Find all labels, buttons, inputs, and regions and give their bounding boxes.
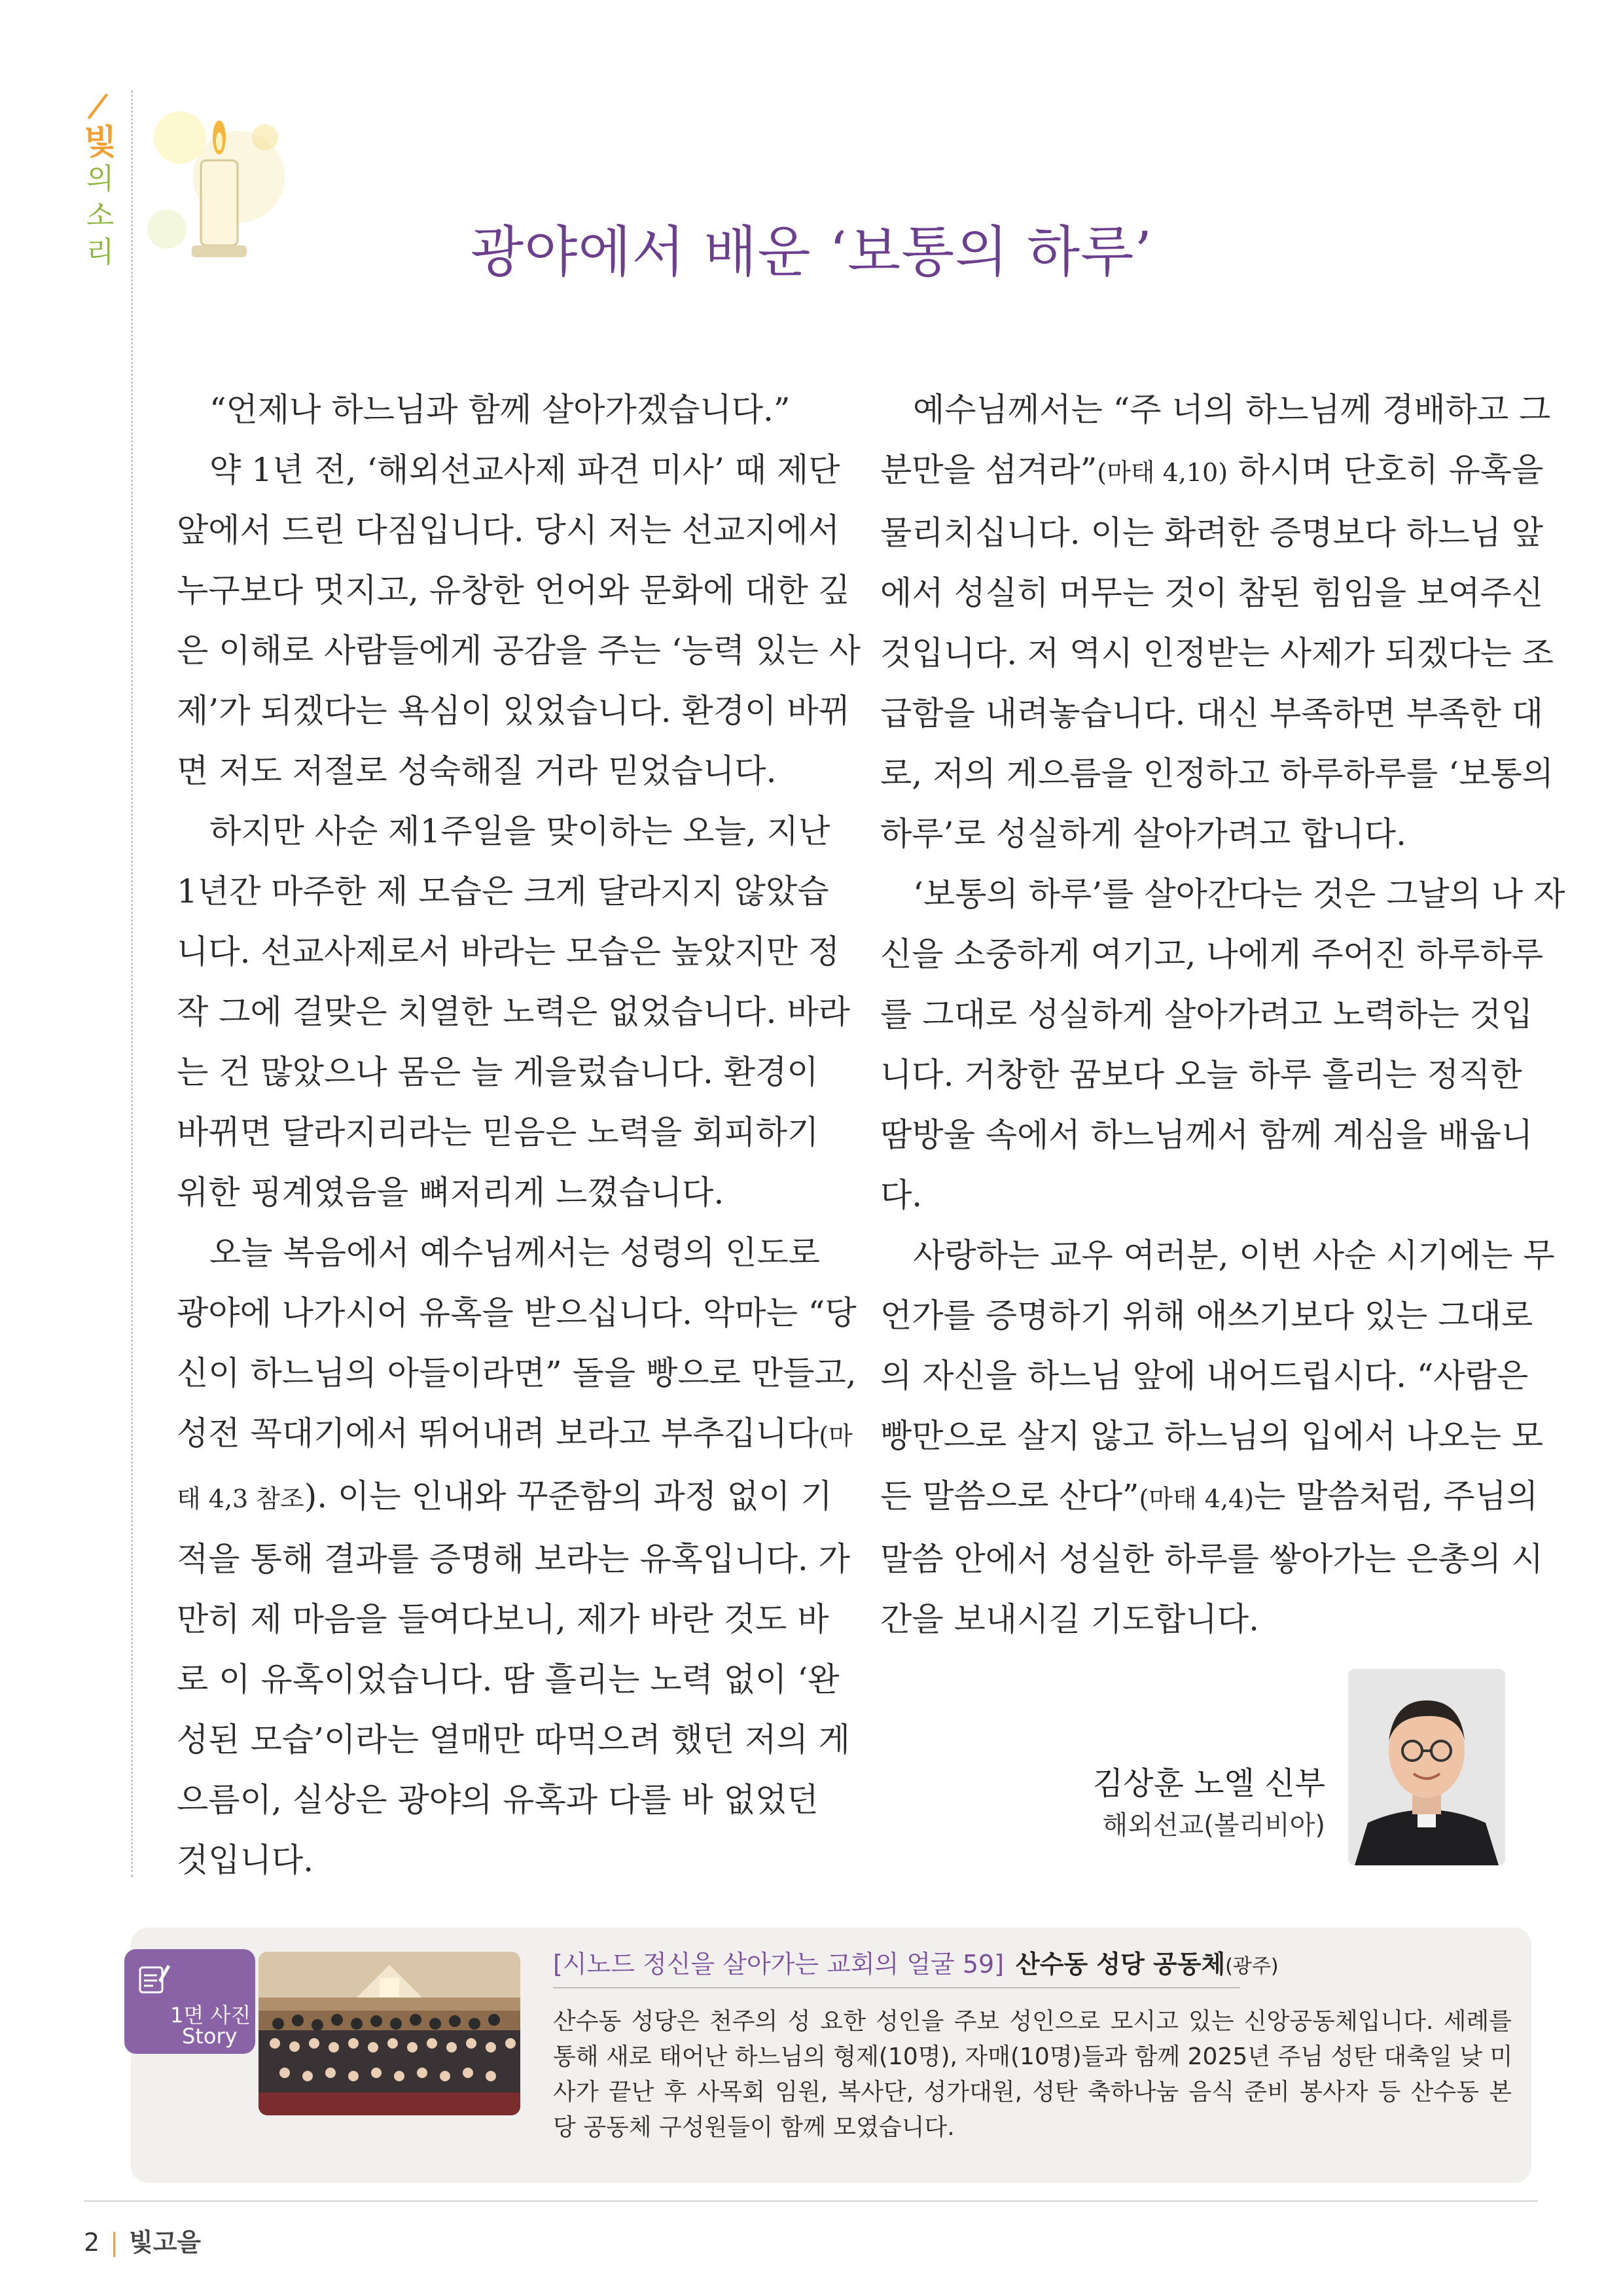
author-portrait xyxy=(1348,1669,1505,1865)
line-text: 빵만으로 살지 않고 하느님의 입에서 나오는 모 xyxy=(880,1417,1544,1455)
author-name: 김상훈 노엘 신부 xyxy=(1092,1765,1325,1802)
line-text: “언제나 하느님과 함께 살아가겠습니다.” xyxy=(209,391,791,429)
line-text: 니다. 거창한 꿈보다 오늘 하루 흘리는 정직한 xyxy=(880,1056,1522,1094)
line-text: 제’가 되겠다는 욕심이 있었습니다. 환경이 바뀌 xyxy=(177,692,850,730)
story-divider xyxy=(553,1987,1240,1988)
section-divider xyxy=(131,90,133,1877)
line-text: 는 건 많았으나 몸은 늘 게을렀습니다. 환경이 xyxy=(177,1053,819,1091)
story-body xyxy=(553,2004,1512,2145)
article-line xyxy=(177,1466,832,1529)
article-line xyxy=(880,1285,1533,1346)
publication-logo: 빛고을 xyxy=(129,2228,202,2257)
author-role: 해외선교(볼리비아) xyxy=(1102,1810,1325,1840)
notepad-icon xyxy=(136,1961,171,1996)
article-line xyxy=(177,801,830,861)
article-line xyxy=(880,924,1544,984)
article-line xyxy=(880,804,1512,864)
article-line xyxy=(177,1102,819,1162)
line-text: 적을 통해 결과를 증명해 보라는 유혹입니다. 가 xyxy=(177,1540,850,1578)
line-text: 언가를 증명하기 위해 애쓰기보다 있는 그대로 xyxy=(880,1297,1533,1335)
line-text: 땀방울 속에서 하느님께서 함께 계심을 배웁니 xyxy=(880,1116,1533,1154)
line-text: 것입니다. 저 역시 인정받는 사제가 되겠다는 조 xyxy=(880,634,1554,672)
footer-separator: | xyxy=(110,2228,118,2257)
article-line xyxy=(880,1045,1522,1105)
story-region: (광주) xyxy=(1225,1955,1279,1978)
article-line xyxy=(177,741,808,801)
church-group-photo xyxy=(259,1952,520,2115)
article-line xyxy=(880,380,1551,440)
line-text: 다. xyxy=(880,1176,923,1214)
article-line xyxy=(177,1529,850,1589)
line-text: 간을 보내시길 기도합니다. xyxy=(880,1600,1259,1638)
article-left-column xyxy=(177,380,861,1890)
article-line xyxy=(177,982,850,1042)
article-line xyxy=(880,1589,1512,1649)
page-number: 2 xyxy=(84,2228,100,2257)
line-text: 예수님께서는 “주 너의 하느님께 경배하고 그 xyxy=(913,391,1551,429)
page-title: 광야에서 배운 ‘보통의 하루’ xyxy=(470,220,1153,284)
article-line xyxy=(177,1589,829,1649)
footer-divider xyxy=(84,2200,1538,2202)
article-line xyxy=(880,864,1565,924)
line-text: 것입니다. xyxy=(177,1841,314,1879)
line-text: 성된 모습’이라는 열매만 따먹으려 했던 저의 게 xyxy=(177,1721,850,1759)
line-text: 에서 성실히 머무는 것이 참된 힘임을 보여주신 xyxy=(880,574,1544,612)
line-text: 의 자신을 하느님 앞에 내어드립시다. “사람은 xyxy=(880,1357,1529,1395)
line-text: ‘보통의 하루’를 살아간다는 것은 그날의 나 자 xyxy=(913,875,1565,913)
section-char: 리 xyxy=(86,236,115,269)
line-text: 누구보다 멋지고, 유창한 언어와 문화에 대한 깊 xyxy=(177,571,850,609)
article-line xyxy=(177,1042,819,1102)
line-text: 로, 저의 게으름을 인정하고 하루하루를 ‘보통의 xyxy=(880,755,1554,793)
article-line xyxy=(880,1165,1512,1225)
line-text: 성전 꼭대기에서 뛰어내려 보라고 부추깁니다 xyxy=(177,1414,819,1452)
page-footer xyxy=(84,2222,201,2258)
line-text: 신이 하느님의 아들이라면” 돌을 빵으로 만들고, xyxy=(177,1354,857,1392)
article-line xyxy=(177,1710,850,1770)
article-line xyxy=(177,1649,840,1710)
photo-story-tag xyxy=(124,1949,255,2054)
section-slash-icon: / xyxy=(85,84,111,127)
article-line xyxy=(177,1403,853,1466)
article-line xyxy=(880,984,1533,1045)
article-line xyxy=(880,563,1544,623)
line-text: 로 이 유혹이었습니다. 땀 흘리는 노력 없이 ‘완 xyxy=(177,1660,840,1698)
citation: 태 4,3 참조 xyxy=(177,1484,304,1513)
article-line xyxy=(880,623,1554,683)
line-text: 은 이해로 사람들에게 공감을 주는 ‘능력 있는 사 xyxy=(177,632,861,670)
story-body-line: 사가 끝난 후 사목회 임원, 복사단, 성가대원, 성탄 축하나눔 음식 준비 봉사자 등 산수동 본 xyxy=(553,2079,1512,2106)
section-char: 의 xyxy=(86,162,115,196)
story-body-line: 산수동 성당은 천주의 성 요한 성인을 주보 성인으로 모시고 있는 신앙공동체입니다. 세례를 xyxy=(553,2008,1512,2035)
line-text: 신을 소중하게 여기고, 나에게 주어진 하루하루 xyxy=(880,935,1544,973)
article-line xyxy=(177,1283,857,1343)
article-line xyxy=(177,1343,857,1403)
article-right-column xyxy=(880,380,1565,1649)
article-line xyxy=(177,1770,819,1830)
article-line xyxy=(880,1225,1555,1285)
line-text: 물리치십니다. 이는 화려한 증명보다 하느님 앞 xyxy=(880,514,1544,552)
line-text: 1년간 마주한 제 모습은 크게 달라지지 않았습 xyxy=(177,872,829,910)
author-block xyxy=(1093,1761,1325,1844)
line-text: ). 이는 인내와 꾸준함의 과정 없이 기 xyxy=(304,1477,832,1515)
section-char: 소 xyxy=(86,199,115,232)
line-text: 만히 제 마음을 들여다보니, 제가 바란 것도 바 xyxy=(177,1600,829,1638)
article-line xyxy=(177,681,850,741)
article-line xyxy=(177,380,808,440)
line-text: 하루’로 성실하게 살아가려고 합니다. xyxy=(880,815,1406,853)
citation: (마태 4,10) xyxy=(1097,458,1228,487)
article-line xyxy=(177,1162,808,1223)
line-text: 작 그에 걸맞은 치열한 노력은 없었습니다. 바라 xyxy=(177,993,850,1031)
line-text: 사랑하는 교우 여러분, 이번 사순 시기에는 무 xyxy=(913,1236,1555,1274)
story-title: 산수동 성당 공동체 xyxy=(1016,1950,1226,1979)
article-line xyxy=(880,440,1544,503)
story-series: [시노드 정신을 살아가는 교회의 얼굴 59] xyxy=(553,1950,1005,1979)
line-text: 든 말씀으로 산다” xyxy=(880,1477,1139,1515)
line-text: 말씀 안에서 성실한 하루를 쌓아가는 은총의 시 xyxy=(880,1540,1544,1578)
story-tag-line1: 1면 사진 xyxy=(170,2003,251,2028)
line-text: 위한 핑계였음을 뼈저리게 느꼈습니다. xyxy=(177,1174,724,1211)
article-line xyxy=(177,500,840,560)
story-tag-line2: Story xyxy=(182,2024,238,2049)
line-text: 약 1년 전, ‘해외선교사제 파견 미사’ 때 제단 xyxy=(209,451,840,489)
article-line xyxy=(177,861,829,922)
line-text: 으름이, 실상은 광야의 유혹과 다를 바 없었던 xyxy=(177,1781,819,1819)
line-text: 급함을 내려놓습니다. 대신 부족하면 부족한 대 xyxy=(880,694,1544,732)
line-text: 는 말씀처럼, 주님의 xyxy=(1254,1477,1539,1515)
article-line xyxy=(177,1223,820,1283)
article-line xyxy=(880,503,1544,563)
story-body-line: 통해 새로 태어난 하느님의 형제(10명), 자매(10명)들과 함께 2025년 주님 성탄 대축일 낮 미 xyxy=(553,2043,1513,2070)
article-line xyxy=(177,922,840,982)
story-heading xyxy=(553,1944,1279,1980)
line-text: 분만을 섬겨라” xyxy=(880,451,1097,489)
article-line xyxy=(177,560,850,620)
citation: (마 xyxy=(819,1422,853,1450)
story-body-line: 당 공동체 구성원들이 함께 모였습니다. xyxy=(553,2114,955,2141)
line-text: 하지만 사순 제1주일을 맞이하는 오늘, 지난 xyxy=(209,812,830,850)
article-line xyxy=(880,1406,1544,1466)
line-text: 광야에 나가시어 유혹을 받으십니다. 악마는 “당 xyxy=(177,1294,857,1332)
article-line xyxy=(880,683,1544,744)
article-line xyxy=(880,744,1554,804)
line-text: 하시며 단호히 유혹을 xyxy=(1228,451,1544,489)
line-text: 오늘 복음에서 예수님께서는 성령의 인도로 xyxy=(209,1234,820,1272)
citation: (마태 4,4) xyxy=(1139,1484,1255,1513)
line-text: 면 저도 저절로 성숙해질 거라 믿었습니다. xyxy=(177,752,777,790)
article-line xyxy=(880,1529,1544,1589)
line-text: 를 그대로 성실하게 살아가려고 노력하는 것입 xyxy=(880,996,1533,1033)
line-text: 니다. 선교사제로서 바라는 모습은 높았지만 정 xyxy=(177,933,840,971)
article-line xyxy=(177,620,861,681)
article-line xyxy=(177,440,840,500)
section-char: 빛 xyxy=(84,123,117,162)
line-text: 앞에서 드린 다짐입니다. 당시 저는 선교지에서 xyxy=(177,511,840,549)
article-line xyxy=(880,1346,1529,1406)
article-line xyxy=(880,1105,1533,1165)
line-text: 바뀌면 달라지리라는 믿음은 노력을 회피하기 xyxy=(177,1113,819,1151)
article-line xyxy=(880,1466,1539,1529)
article-line xyxy=(177,1830,808,1890)
